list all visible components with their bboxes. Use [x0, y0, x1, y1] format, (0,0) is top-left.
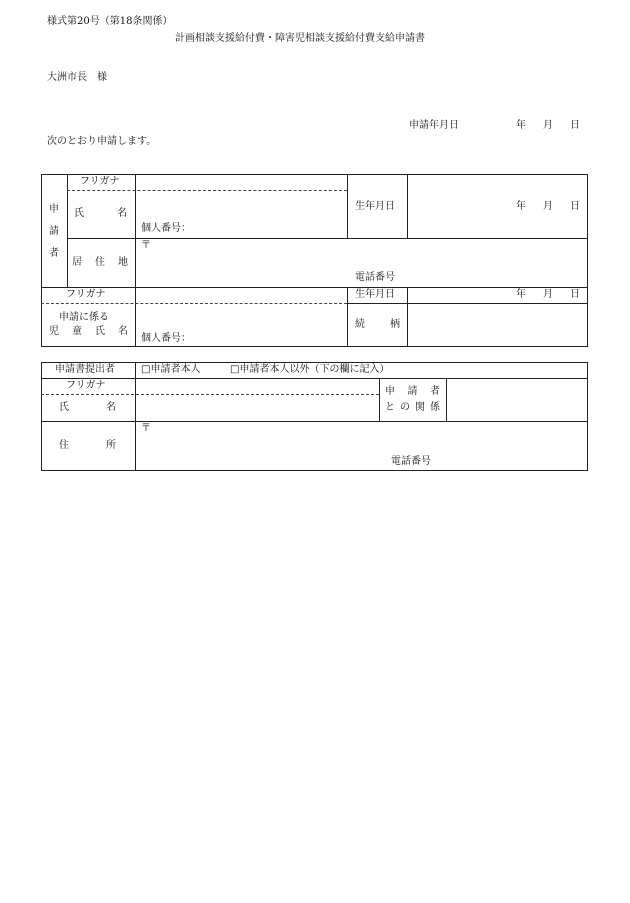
submitter-relation-input[interactable]: [447, 379, 586, 420]
date-day-unit: 日: [570, 120, 580, 131]
applicant-phone-label[interactable]: 電話番号: [355, 272, 395, 283]
submitter-other-checkbox[interactable]: □: [230, 364, 240, 375]
child-furigana-input[interactable]: [136, 288, 346, 302]
label-char: 係: [430, 402, 440, 413]
label-char: 名: [118, 326, 128, 337]
label-char: 者: [49, 248, 59, 259]
label-char: 住: [59, 440, 69, 451]
label-char: 名: [106, 402, 116, 413]
label-char: 所: [106, 440, 116, 451]
label-char: 童: [72, 326, 82, 337]
child-birth-field[interactable]: 年 月 日: [516, 289, 580, 300]
submitter-relation-label-line2: [385, 403, 440, 413]
label-char: の: [400, 402, 410, 413]
label-char: 住: [95, 257, 105, 268]
submitter-furigana-label: フリガナ: [66, 380, 106, 391]
applicant-postal-mark: 〒: [141, 240, 151, 251]
submitter-address-label: [59, 441, 116, 451]
applicant-group-label: [48, 205, 60, 259]
submitter-address-input[interactable]: [136, 435, 586, 453]
applicant-address-label: [72, 258, 128, 268]
applicant-name-input[interactable]: [136, 191, 346, 221]
application-date-field[interactable]: [516, 121, 580, 131]
label-char: 名: [117, 208, 127, 219]
applicant-name-label: [74, 209, 127, 219]
child-name-label-line2: [49, 327, 128, 337]
label-char: 氏: [95, 326, 105, 337]
child-my-number-label[interactable]: 個人番号：: [141, 333, 191, 344]
submitter-relation-label-line1: [385, 387, 440, 397]
child-relation-input[interactable]: [408, 304, 586, 346]
submitter-label: 申請書提出者: [55, 364, 115, 375]
label-char: 児: [49, 326, 59, 337]
addressee: 大洲市長 様: [47, 72, 107, 83]
date-month-unit: 月: [543, 120, 553, 131]
child-birth-label: 生年月日: [355, 289, 395, 300]
label-char: 氏: [74, 208, 84, 219]
submitter-option-self[interactable]: □申請者本人: [141, 364, 201, 375]
submitter-name-input[interactable]: [136, 395, 378, 420]
applicant-furigana-label: フリガナ: [80, 176, 120, 187]
label-char: 地: [118, 257, 128, 268]
child-name-input[interactable]: [136, 305, 346, 330]
label-char: 居: [72, 257, 82, 268]
submitter-furigana-input[interactable]: [136, 379, 378, 393]
applicant-address-input[interactable]: [136, 252, 586, 270]
label-char: 氏: [59, 402, 69, 413]
label-char: 申: [49, 204, 59, 215]
application-date-label: 申請年月日: [409, 120, 459, 131]
intro-text: 次のとおり申請します。: [47, 136, 157, 147]
child-name-label-line1: 申請に係る: [59, 312, 109, 323]
submitter-name-label: [59, 403, 116, 413]
label-char: 者: [430, 386, 440, 397]
form-number: 様式第20号（第18条関係）: [47, 16, 173, 27]
label-char: 申: [385, 386, 395, 397]
label-char: 関: [415, 402, 425, 413]
applicant-birth-field[interactable]: 年 月 日: [516, 201, 580, 212]
label-char: 請: [407, 386, 418, 397]
child-relation-label: [355, 320, 400, 330]
date-year-unit: 年: [516, 120, 526, 131]
label-char: 請: [49, 226, 59, 237]
form-title: 計画相談支援給付費・障害児相談支援給付費支給申請書: [175, 33, 425, 44]
label-char: 柄: [390, 319, 400, 330]
applicant-birth-label: 生年月日: [355, 201, 395, 212]
submitter-option-other[interactable]: □申請者本人以外（下の欄に記入）: [230, 364, 390, 375]
submitter-phone-label[interactable]: 電話番号: [391, 456, 431, 467]
child-furigana-label: フリガナ: [66, 289, 106, 300]
submitter-postal-mark: 〒: [141, 423, 151, 434]
submitter-self-checkbox[interactable]: □: [141, 364, 151, 375]
applicant-my-number-label[interactable]: 個人番号：: [141, 223, 191, 234]
applicant-furigana-input[interactable]: [136, 175, 346, 190]
label-char: と: [385, 402, 395, 413]
label-char: 続: [355, 319, 365, 330]
